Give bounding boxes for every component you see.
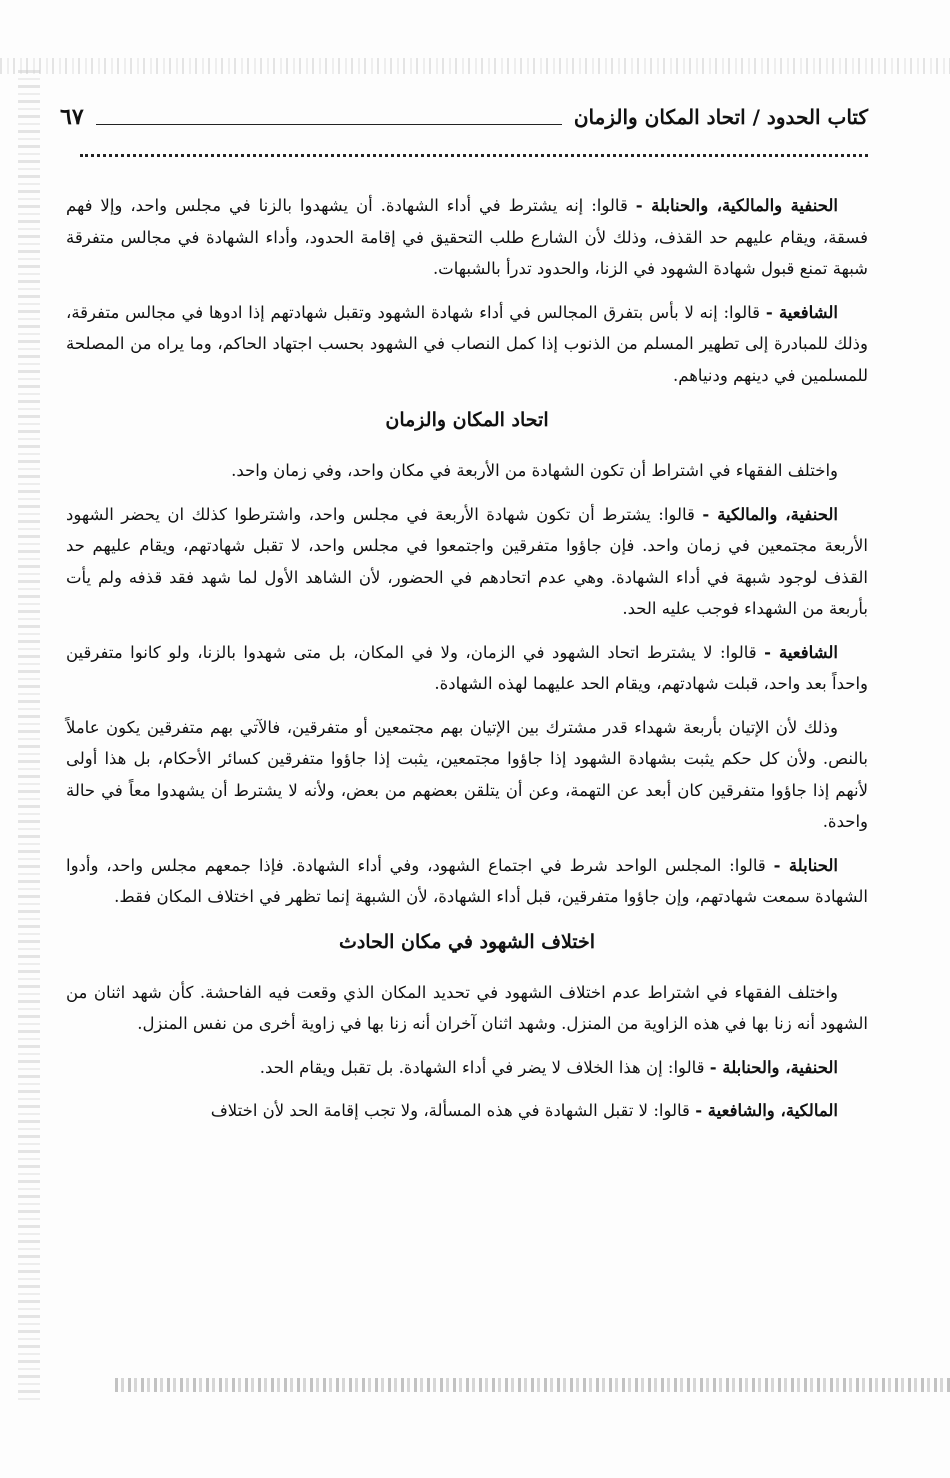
paragraph xyxy=(66,637,868,700)
paragraph xyxy=(66,977,868,1040)
paragraph-text: قالوا: إن هذا الخلاف لا يضر في أداء الشهادة. بل تقبل ويقام الحد. xyxy=(259,1057,710,1077)
paragraph-text: قالوا: لا تقبل الشهادة في هذه المسألة، ولا تجب إقامة الحد لأن اختلاف xyxy=(210,1101,696,1120)
paragraph xyxy=(66,499,868,625)
paragraph xyxy=(66,712,868,838)
decorative-left-border xyxy=(18,70,40,1400)
header-dotted-divider xyxy=(80,146,868,157)
paragraph-text: واختلف الفقهاء في اشتراط عدم اختلاف الشهود في تحديد المكان الذي وقعت فيه الفاحشة. كأن شهد اثنان من الشهود أنه زنا بها في هذه الزاوية من المنزل. وشهد اثنان آخران أنه زنا بها في زاوية أخرى من نفس المنزل. xyxy=(66,982,868,1033)
page-header xyxy=(60,100,868,134)
paragraph xyxy=(66,1052,868,1084)
paragraph-text: قالوا: لا يشترط اتحاد الشهود في الزمان، ولا في المكان، بل متى شهدوا بالزنا، ولو كانوا متفرقين واحداً بعد واحد، قبلت شهادتهم، ويقام الحد عليهما لهذه الشهادة. xyxy=(66,642,868,693)
paragraph-lead: الحنفية والمالكية، والحنابلة - xyxy=(635,196,838,215)
paragraph-text: قالوا: إنه لا بأس بتفرق المجالس في أداء شهادة الشهود وتقبل شهادتهم إذا ادوها في مجالس متفرقة، وذلك للمبادرة إلى تطهير المسلم من الذنوب إذا كمل النصاب في الشهود بحسب اجتهاد الحاكم، وما يراه من المصلحة للمسلمين في دينهم ودنياهم. xyxy=(66,302,868,385)
paragraph-text: وذلك لأن الإتيان بأربعة شهداء قدر مشترك بين الإتيان بهم مجتمعين أو متفرقين، فالآتي بهم متفرقين يكون عاملاً بالنص. ولأن كل حكم يثبت بشهادة الشهود إذا جاؤوا مجتمعين، يثبت إذا جاؤوا متفرقين كسائر الأحكام، بل هذا أولى لأنهم إذا جاؤوا متفرقين كان أبعد عن التهمة، وعن أن يتلقن بعضهم من بعض، ولأنه لا يشترط أن يشهدوا معاً في حالة واحدة. xyxy=(66,717,868,831)
header-rule xyxy=(96,110,562,125)
paragraph-lead: الحنفية، والمالكية - xyxy=(702,504,839,524)
paragraph-text: قالوا: يشترط أن تكون شهادة الأربعة في مجلس واحد، واشترطوا كذلك ان يحضر الشهود الأربعة مجتمعين في زمان واحد. فإن جاؤوا متفرقين واجتمعوا في مجلس واحد، لا تقبل شهادتهم، ويقام عليهم حد القذف لوجود شبهة في أداء الشهادة. وهي عدم اتحادهم في الحضور، لأن الشاهد الأول لما شهد فقد قذفه ولم يأت بأربعة من الشهداء فوجب عليه الحد. xyxy=(66,504,868,618)
paragraph-lead: المالكية، والشافعية - xyxy=(695,1101,838,1120)
running-title: كتاب الحدود / اتحاد المكان والزمان xyxy=(573,105,868,129)
paragraph-lead: الشافعية - xyxy=(764,642,839,662)
decorative-top-border xyxy=(0,58,950,74)
page-body xyxy=(66,190,868,1139)
paragraph-text: قالوا: المجلس الواحد شرط في اجتماع الشهود، وفي أداء الشهادة. فإذا جمعهم مجلس واحد، وأدوا الشهادة سمعت شهادتهم، وإن جاؤوا متفرقين، قبل أداء الشهادة، لأن الشبهة إنما تظهر في اختلاف المكان فقط. xyxy=(66,855,868,906)
paragraph xyxy=(66,455,868,487)
paragraph-lead: الحنفية، والحنابلة - xyxy=(709,1057,838,1077)
paragraph xyxy=(66,190,868,285)
section-heading: اختلاف الشهود في مكان الحادث xyxy=(338,930,596,953)
decorative-bottom-border xyxy=(115,1378,950,1392)
section-heading: اتحاد المكان والزمان xyxy=(385,409,549,431)
paragraph-lead: الحنابلة - xyxy=(773,855,838,875)
page-number: ٦٧ xyxy=(60,104,84,130)
paragraph-text: واختلف الفقهاء في اشتراط أن تكون الشهادة من الأربعة في مكان واحد، وفي زمان واحد. xyxy=(231,461,838,480)
paragraph xyxy=(66,297,868,392)
paragraph xyxy=(66,1095,868,1127)
paragraph xyxy=(66,850,868,913)
paragraph-text: قالوا: إنه يشترط في أداء الشهادة. أن يشهدوا بالزنا في مجلس واحد، وإلا فهم فسقة، ويقام عليهم حد القذف، وذلك لأن الشارع طلب التحقيق في إقامة الحدود، وأداء الشهادة في مجالس متفرقة شبهة تمنع قبول شهادة الشهود في الزنا، والحدود تدرأ بالشبهات. xyxy=(66,196,868,278)
paragraph-lead: الشافعية - xyxy=(765,302,838,322)
